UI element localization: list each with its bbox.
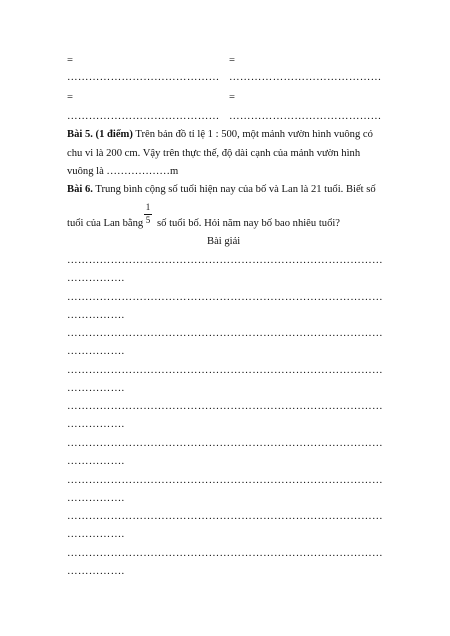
answer-line-short: …………….: [67, 456, 125, 467]
dots-right-1: ……………………………………: [229, 72, 382, 83]
equals-right-2: =: [229, 92, 235, 103]
answer-line-short: …………….: [67, 529, 125, 541]
answer-line-short: …………….: [67, 273, 125, 284]
answer-line-long: ……………………………………………………………………………: [67, 255, 383, 266]
answer-line-short: …………….: [67, 346, 125, 358]
answer-line-short: …………….: [67, 565, 125, 577]
answer-line-short: …………….: [67, 419, 125, 431]
dots-left-2: ……………………………………: [67, 111, 220, 122]
fraction-denominator: 5: [145, 215, 151, 225]
equals-left-2: =: [67, 92, 73, 103]
answer-line-short: …………….: [67, 382, 125, 394]
bai6-label: Bài 6.: [67, 184, 93, 195]
answer-line-long: ……………………………………………………………………………: [67, 474, 383, 486]
answer-line-long: ……………………………………………………………………………: [67, 547, 383, 559]
answer-line-long: ……………………………………………………………………………: [67, 291, 383, 303]
equals-left-1: =: [67, 55, 73, 66]
answer-line-long: ……………………………………………………………………………: [67, 401, 383, 413]
fraction-numerator: 1: [145, 202, 151, 212]
dots-right-2: ……………………………………: [229, 111, 382, 122]
answer-line-long: ……………………………………………………………………………: [67, 511, 383, 523]
answer-line-short: …………….: [67, 492, 125, 504]
equals-right-1: =: [229, 55, 235, 66]
answer-line-long: ……………………………………………………………………………: [67, 328, 383, 340]
answer-line-long: ……………………………………………………………………………: [67, 438, 383, 449]
solution-title: Bài giải: [207, 236, 241, 247]
bai5-label: Bài 5. (1 điểm): [67, 129, 133, 140]
bai5-line3: vuông là ………………m: [67, 166, 179, 177]
bai5-text-1: Trên bản đồ tỉ lệ 1 : 500, một mảnh vườn hình vuông có: [135, 129, 373, 140]
bai5-line2: chu vi là 200 cm. Vậy trên thực thế, độ dài cạnh của mảnh vườn hình: [67, 148, 361, 159]
answer-line-short: …………….: [67, 309, 125, 321]
answer-line-long: ……………………………………………………………………………: [67, 364, 383, 376]
bai5-line1: [67, 130, 373, 141]
bai6-line1: [67, 185, 376, 196]
bai6-line2-after: số tuổi bố. Hỏi năm nay bố bao nhiêu tuổi?: [157, 218, 341, 229]
bai6-text-1: Trung bình cộng số tuổi hiện nay của bố và Lan là 21 tuổi. Biết số: [95, 184, 376, 195]
dots-left-1: ……………………………………: [67, 72, 220, 83]
bai6-line2-before: tuổi của Lan bằng: [67, 218, 144, 229]
